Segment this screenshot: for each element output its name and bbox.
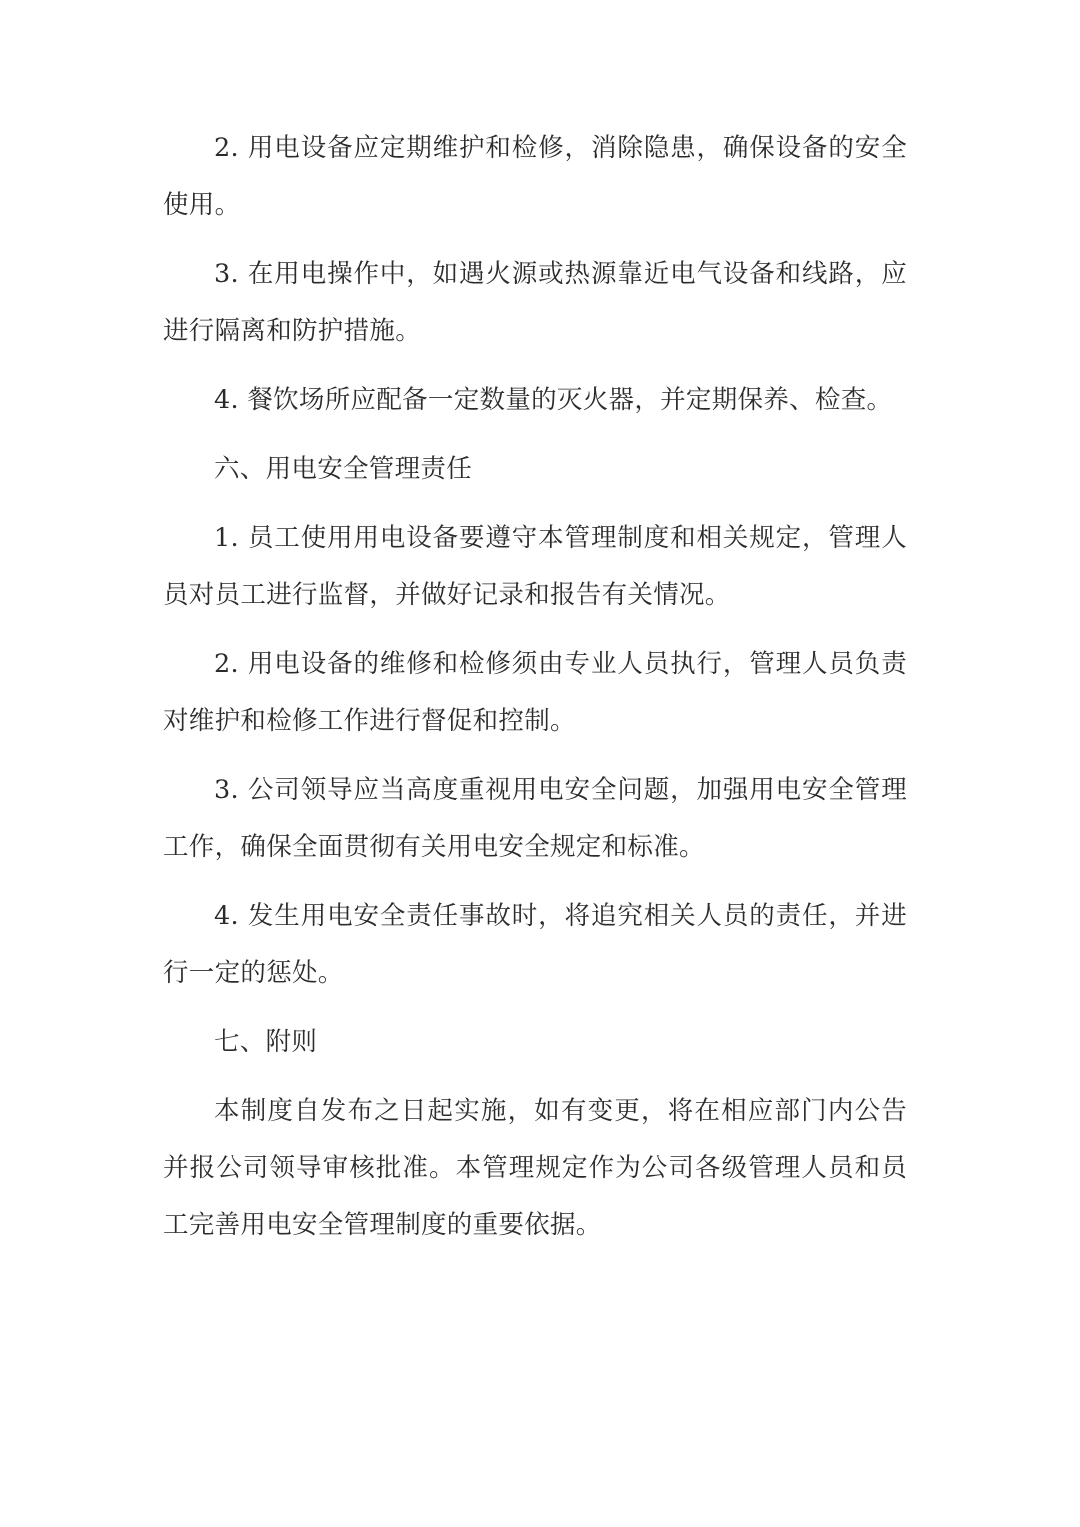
section-6-item-4: 4. 发生用电安全责任事故时，将追究相关人员的责任，并进行一定的惩处。 xyxy=(163,901,907,988)
section-6-item-2: 2. 用电设备的维修和检修须由专业人员执行，管理人员负责对维护和检修工作进行督促和控制。 xyxy=(163,649,907,736)
paragraph-item-4: 4. 餐饮场所应配备一定数量的灭火器，并定期保养、检查。 xyxy=(214,385,893,415)
paragraph-item-3: 3. 在用电操作中，如遇火源或热源靠近电气设备和线路，应进行隔离和防护措施。 xyxy=(163,259,907,346)
section-7-text: 本制度自发布之日起实施，如有变更，将在相应部门内公告并报公司领导审核批准。本管理规定作为公司各级管理人员和员工完善用电安全管理制度的重要依据。 xyxy=(163,1096,907,1240)
document-body xyxy=(163,120,907,1266)
section-heading-7: 七、附则 xyxy=(214,1027,318,1057)
section-6-item-3: 3. 公司领导应当高度重视用电安全问题，加强用电安全管理工作，确保全面贯彻有关用电安全规定和标准。 xyxy=(163,775,907,862)
section-heading-6: 六、用电安全管理责任 xyxy=(214,454,473,484)
paragraph-item-2: 2. 用电设备应定期维护和检修，消除隐患，确保设备的安全使用。 xyxy=(163,133,907,220)
section-6-item-1: 1. 员工使用用电设备要遵守本管理制度和相关规定，管理人员对员工进行监督，并做好记录和报告有关情况。 xyxy=(163,523,907,610)
